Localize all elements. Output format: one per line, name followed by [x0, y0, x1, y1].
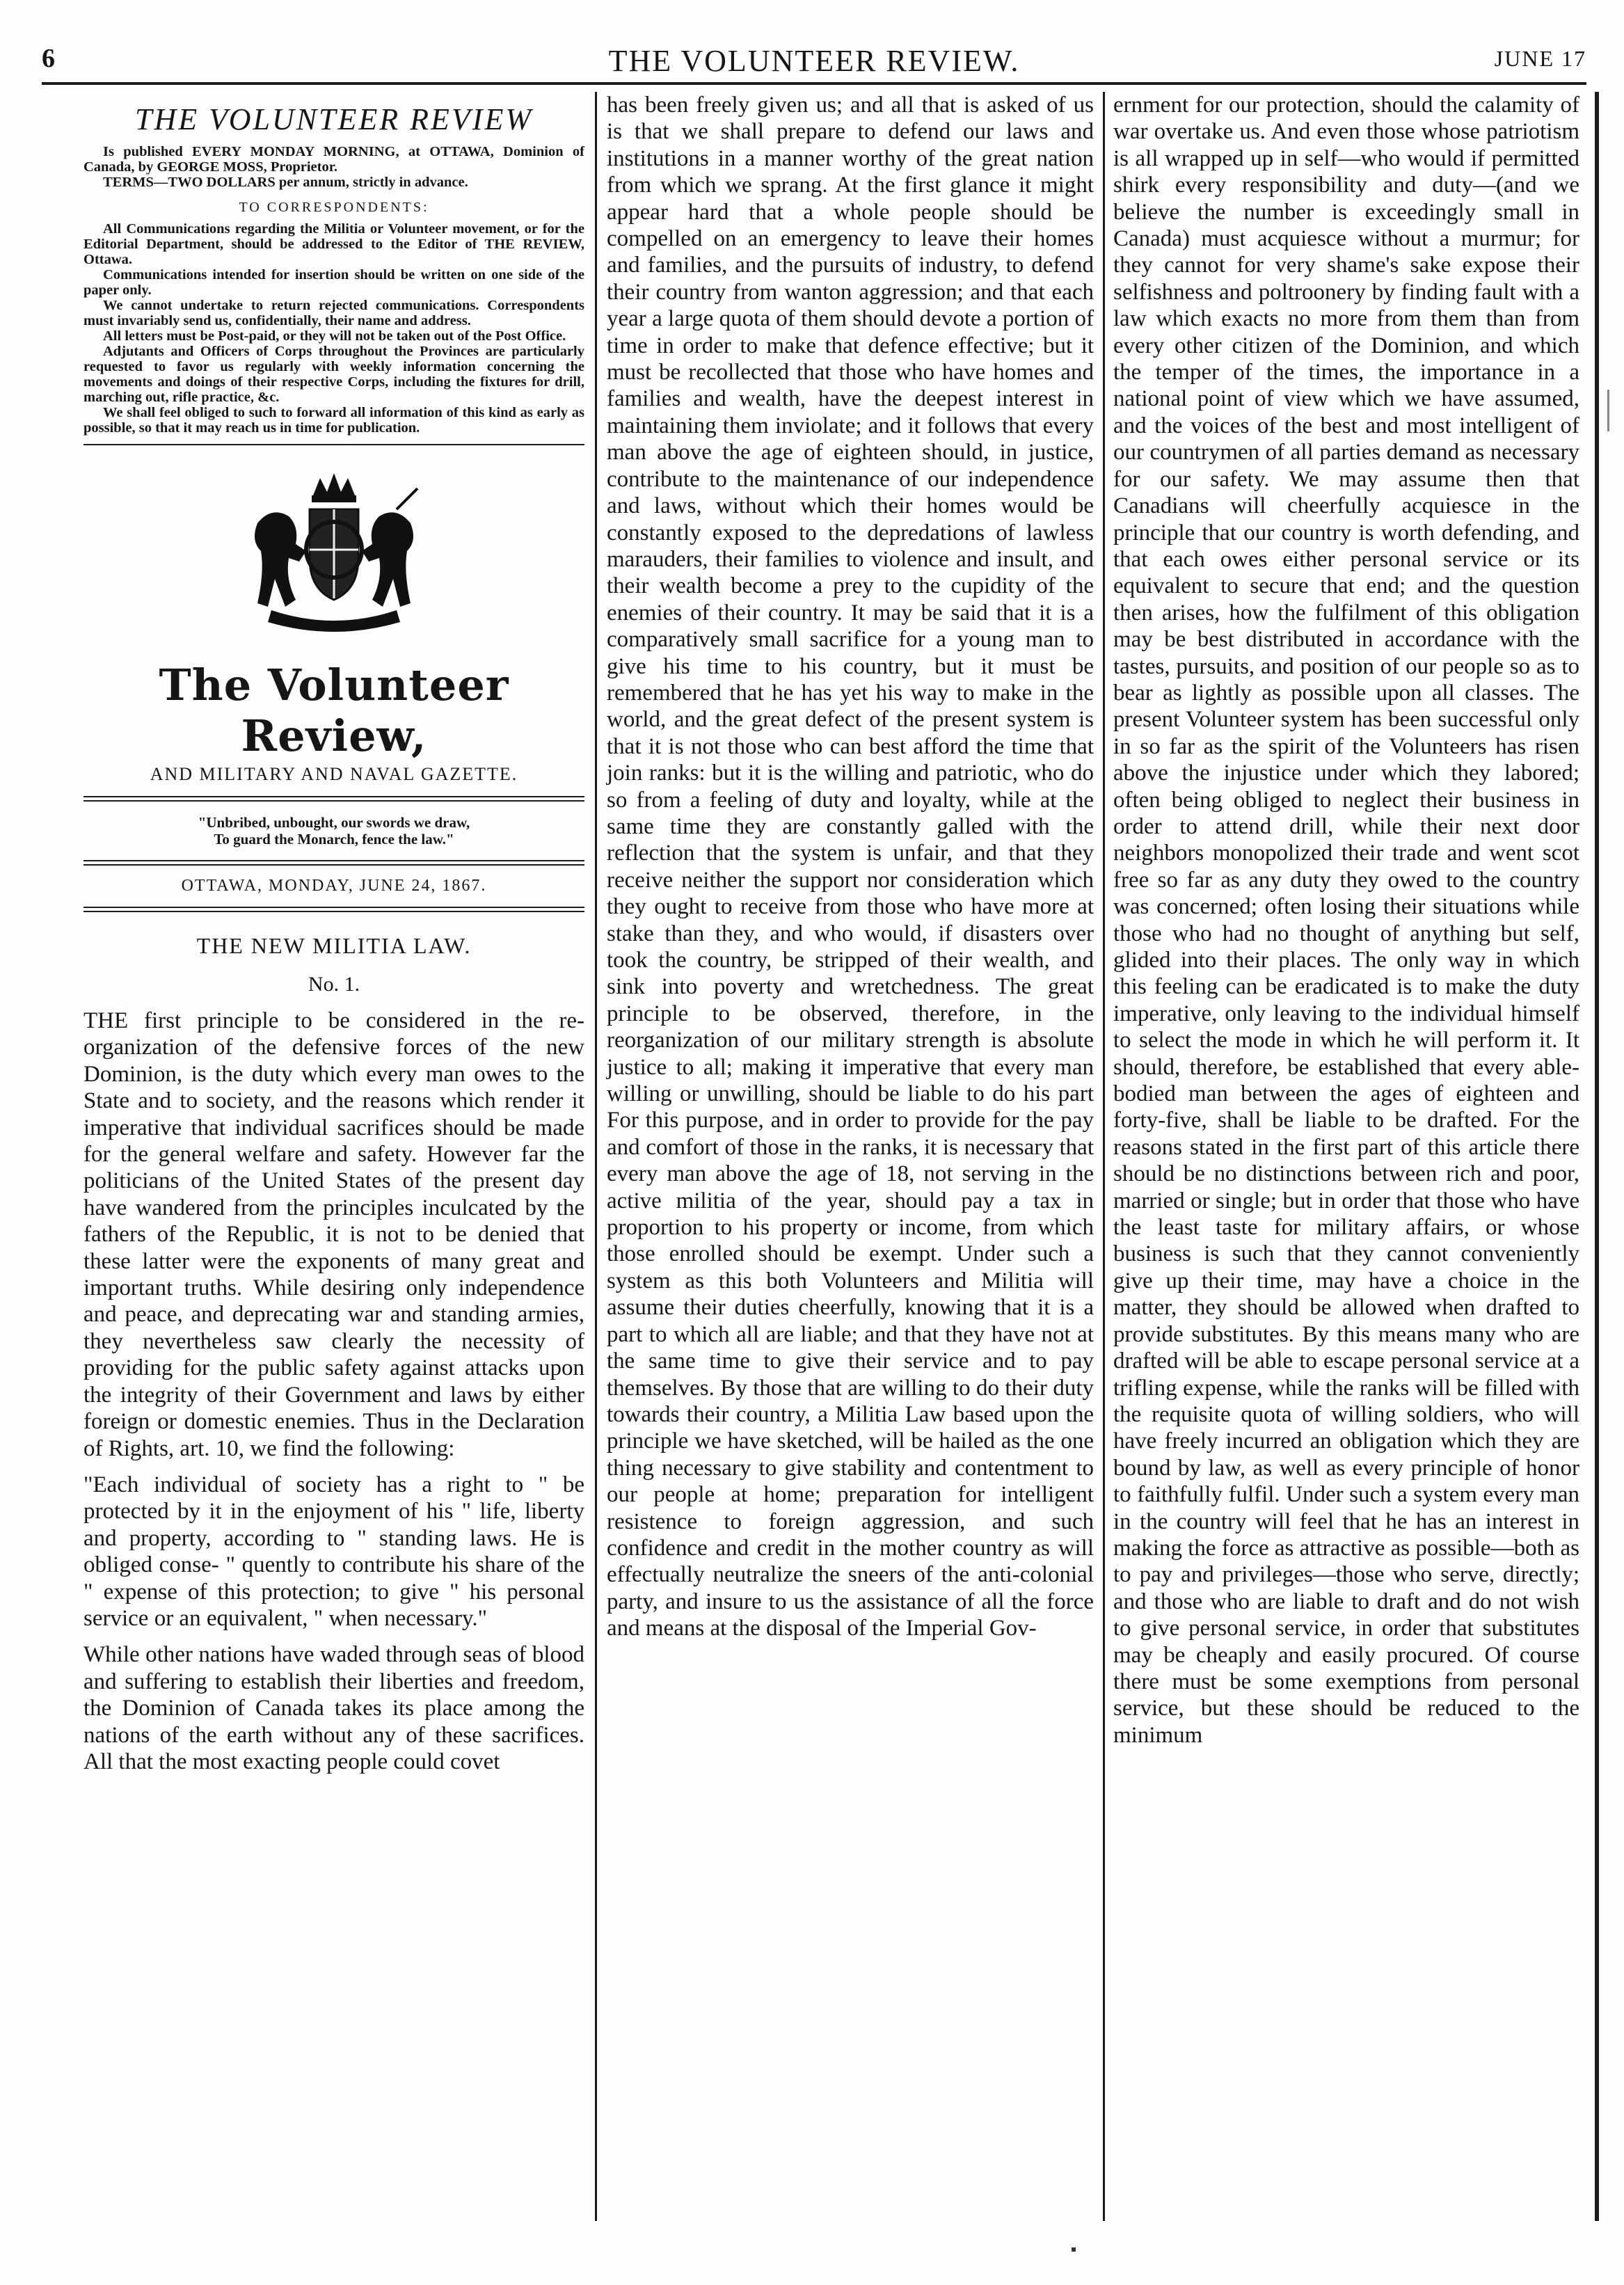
divider	[83, 444, 584, 445]
motto-line: To guard the Monarch, fence the law."	[214, 831, 454, 847]
header-rule	[42, 82, 1586, 85]
article-title: THE NEW MILITIA LAW.	[196, 933, 472, 958]
print-speck	[1072, 2247, 1076, 2252]
article-paragraph: ernment for our protection, should the calamity of war overtake us. And even those whose patriotism is all wrapped up in self—who would if permitted shirk every responsibility and duty—(and we believe the number is exceedingly small in Canada) must acquiesce without a murmur; for they cannot for very shame's sake expose their selfishness and poltroonery by finding fault with a law which exacts no more from them than from every other citizen of the Dominion, and which the temper of the times, the importance in a national point of view which we have assumed, and the voices of the best and most intelligent of our countrymen of all parties demand as necessary for our safety. We may assume then that Canadians will cheerfully acquiesce in the principle that our country is worth defending, and that each owes either personal service or its equivalent to secure that end; and the question then arises, how the fulfilment of this obligation may be best distributed in accordance with the tastes, pursuits, and position of our people so as to bear as lightly as possible upon all classes. The present Volunteer system has been successful only in so far as the spirit of the Volunteers has risen above the injustice under which they labored; often being obliged to neglect their business in order to attend drill, while their next door neighbors monopolized their trade and went scot free so far as any duty they owed to the country was concerned; often losing their situations while those who had no thought of anything but self, glided into their places. The only way in which this feeling can be eradicated is to make the duty imperative, only leaving to the individual himself to select the mode in which he will perform it. It should, therefore, be established that every able-bodied man between the ages of eighteen and forty-five, shall be liable to be drafted. For the reasons stated in the first part of this article there should be no distinctions between rich and poor, married or single; but in order that those who have the least taste for military affairs, or whose business is such that they cannot conveniently give up their time, may have a choice in the matter, they should be allowed when drafted to provide substitutes. By this means many who are drafted will be able to escape personal service at a trifling expense, while the ranks will be filled with the requisite quota of willing soldiers, who will have freely incurred an obligation which they are bound by law, as well as every principle of honor to faithfully fulfil. Under such a system every man in the country will feel that he has an interest in making the force as attractive as possible—both as to pay and privileges—those who serve, directly; and those who are liable to draft and do not wish to give personal service, in order that substitutes may be cheaply and easily procured. Of course there must be some exemptions from personal service, but these should be reduced to the minimum	[1113, 93, 1579, 1748]
column-rule	[1103, 92, 1105, 2221]
masthead-title: THE VOLUNTEER REVIEW	[135, 102, 533, 136]
header-date: JUNE 17	[1494, 46, 1586, 71]
correspondents-paragraph: Communications intended for insertion should be written on one side of the paper only.	[83, 267, 584, 298]
page-number: 6	[42, 44, 55, 73]
correspondents-heading: TO CORRESPONDENTS:	[239, 200, 429, 215]
coat-of-arms	[83, 454, 584, 655]
correspondents-paragraph: All Communications regarding the Militia or Volunteer movement, or for the Editorial Department, should be addressed to the Editor of THE REVIEW, Ottawa.	[83, 221, 584, 267]
publication-info: Is published EVERY MONDAY MORNING, at OTTAWA, Dominion of Canada, by GEORGE MOSS, Proprietor.	[83, 144, 584, 175]
divider	[83, 907, 584, 912]
motto	[83, 814, 584, 847]
coat-of-arms-icon	[230, 468, 438, 642]
gothic-masthead: The Volunteer Review,	[159, 660, 509, 761]
column-rule	[595, 92, 597, 2221]
article-paragraph: THE first principle to be considered in the re-organization of the defensive forces of the new Dominion, is the duty which every man owes to the State and to society, and the reasons which render it imperative that individual sacrifices should be made for the general welfare and safety. However far the politicians of the United States of the present day have wandered from the principles inculcated by the fathers of the Republic, it is not to be denied that these latter were the exponents of many great and important truths. While desiring only independence and peace, and deprecating war and standing armies, they nevertheless saw clearly the necessity of providing for the public safety against attacks upon the integrity of their Government and laws by either foreign or domestic enemies. Thus in the Declaration of Rights, art. 10, we find the following:	[83, 1008, 584, 1461]
running-header	[42, 43, 1586, 82]
dateline: OTTAWA, MONDAY, JUNE 24, 1867.	[181, 877, 487, 895]
publication-notice	[83, 144, 584, 190]
divider	[83, 796, 584, 802]
terms: TERMS—TWO DOLLARS per annum, strictly in advance.	[103, 175, 468, 190]
article-body-col3	[1113, 92, 1579, 1749]
article-body-col2	[607, 92, 1094, 1642]
column-2	[607, 92, 1094, 1642]
masthead-subtitle: AND MILITARY AND NAVAL GAZETTE.	[150, 764, 518, 784]
correspondents-paragraph: We cannot undertake to return rejected communications. Correspondents must invariably send us, confidentially, their name and address.	[83, 298, 584, 328]
correspondents-paragraph: Adjutants and Officers of Corps throughout the Provinces are particularly requested to favor us regularly with weekly information concerning the movements and doings of their respective Corps, including the fixtures for drill, marching out, rifle practice, &c.	[83, 344, 584, 405]
correspondents-paragraph: We shall feel obliged to such to forward all information of this kind as early as possible, so that it may reach us in time for publication.	[83, 405, 584, 436]
motto-line: "Unbribed, unbought, our swords we draw,	[198, 814, 470, 831]
article-quote: "Each individual of society has a right to " be protected by it in the enjoyment of his " life, liberty and property, according to " standing laws. He is obliged conse- " quently to contribute his share of the " expense of this protection; to give " his personal service or an equivalent, " when necessary."	[83, 1472, 584, 1631]
print-speck	[1607, 390, 1609, 431]
column-rule	[1595, 92, 1599, 2221]
article-body-col1	[83, 1008, 584, 1775]
column-3	[1113, 92, 1579, 1749]
divider	[83, 860, 584, 866]
correspondents-paragraph: All letters must be Post-paid, or they will not be taken out of the Post Office.	[103, 328, 566, 344]
running-title: THE VOLUNTEER REVIEW.	[608, 44, 1020, 78]
article-paragraph: has been freely given us; and all that is asked of us is that we shall prepare to defend our laws and institutions in a manner worthy of the great nation from which we sprang. At the first glance it might appear hard that a whole people should be compelled on an emergency to leave their homes and families, and the pursuits of industry, to defend their country from wanton aggression; and that each year a large quota of them should devote a portion of time in order to make that defence effective; but it must be recollected that those who have homes and families and wealth, have the deepest interest in maintaining them inviolate; and it follows that every man above the age of eighteen should, in justice, contribute to the maintenance of our independence and laws, without which their homes would be constantly exposed to the depredations of lawless marauders, their families to violence and insult, and their wealth become a prey to the cupidity of the enemies of their country. It may be said that it is a comparatively small sacrifice for a young man to give his time to his country, but it must be remembered that he has yet his way to make in the world, and the great defect of the present system is that it is not those who can best afford the time that join ranks: but it is the willing and patriotic, who do so from a feeling of duty and loyalty, while at the same time they are constantly galled with the reflection that the system is unfair, and that they receive neither the support nor consideration which they ought to receive from those who have more at stake than they, and who would, if disasters over took the country, be stripped of their wealth, and sink into poverty and wretchedness. The great principle to be observed, therefore, in the reorganization of our military strength is absolute justice to all; making it imperative that every man willing or unwilling, should be liable to do his part For this purpose, and in order to provide for the pay and comfort of those in the ranks, it is necessary that every man above the age of 18, not serving in the active militia of the year, should pay a tax in proportion to his property or income, from which those enrolled should be exempt. Under such a system as this both Volunteers and Militia will assume their duties cheerfully, knowing that it is a part to which all are liable; and that they have not at the same time to give their service and to pay themselves. By those that are willing to do their duty towards their country, a Militia Law based upon the principle we have sketched, will be hailed as the one thing necessary to give stability and contentment to our people at home; preparation for intelligent resistence to foreign aggression, and such confidence and credit in the mother country as will effectually neutralize the sneers of the anti-colonial party, and insure to us the assistance of all the force and means at the disposal of the Imperial Gov-	[607, 93, 1094, 1641]
article-paragraph: While other nations have waded through seas of blood and suffering to establish their liberties and freedom, the Dominion of Canada takes its place among the nations of the earth without any of these sacrifices. All that the most exacting people could covet	[83, 1642, 584, 1774]
correspondents-notice	[83, 221, 584, 436]
article-number: No. 1.	[308, 973, 360, 996]
column-1	[83, 92, 584, 1775]
